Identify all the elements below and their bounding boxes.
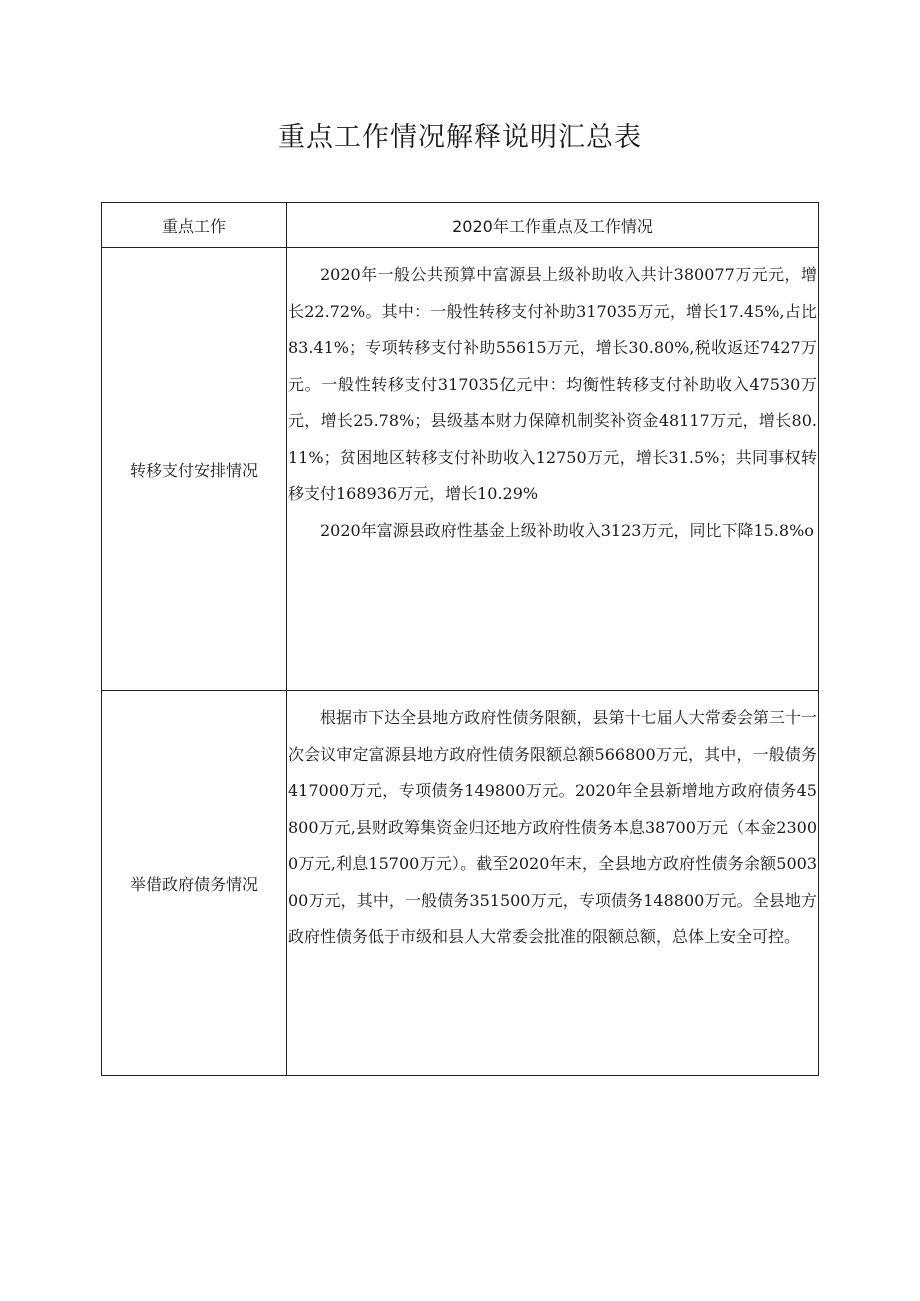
row-content-government-debt (287, 691, 819, 1076)
table-row (102, 691, 819, 1076)
table-header-row (102, 203, 819, 248)
paragraph: 2020年一般公共预算中富源县上级补助收入共计380077万元元，增长22.72%。其中：一般性转移支付补助317035万元，增长17.45%,占比83.41%；专项转移支付补助55615万元，增长30.80%,税收返还7427万元。一般性转移支付317035亿元中：均衡性转移支付补助收入47530万元，增长25.78%；县级基本财力保障机制奖补资金48117万元，增长80.11%；贫困地区转移支付补助收入12750万元，增长31.5%；共同事权转移支付168936万元，增长10.29% (288, 265, 817, 503)
paragraph: 根据市下达全县地方政府性债务限额，县第十七届人大常委会第三十一次会议审定富源县地方政府性债务限额总额566800万元，其中，一般债务417000万元，专项债务149800万元。2020年全县新增地方政府债务45800万元,县财政筹集资金归还地方政府性债务本息38700万元（本金23000万元,利息15700万元）。截至2020年末，全县地方政府性债务余额500300万元，其中，一般债务351500万元，专项债务148800万元。全县地方政府性债务低于市级和县人大常委会批准的限额总额，总体上安全可控。 (288, 708, 817, 946)
header-work-status: 2020年工作重点及工作情况 (287, 203, 819, 248)
row-label-government-debt: 举借政府债务情况 (102, 691, 287, 1076)
paragraph: 2020年富源县政府性基金上级补助收入3123万元，同比下降15.8%o (320, 520, 814, 540)
header-key-work: 重点工作 (102, 203, 287, 248)
row-label-transfer-payment: 转移支付安排情况 (102, 248, 287, 691)
row-content-transfer-payment (287, 248, 819, 691)
summary-table (101, 202, 819, 1076)
table-row (102, 248, 819, 691)
page-title: 重点工作情况解释说明汇总表 (278, 122, 642, 153)
